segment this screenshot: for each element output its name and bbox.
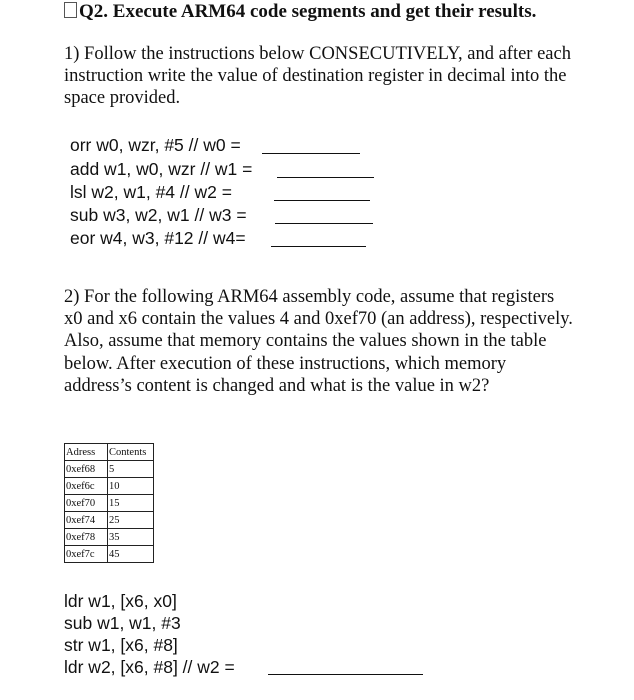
table-header: Contents (108, 444, 154, 461)
answer-blank-w2-final[interactable] (268, 674, 423, 675)
contents-cell: 25 (108, 512, 154, 529)
address-cell: 0xef70 (65, 495, 108, 512)
table-row (65, 512, 154, 529)
answer-blank-w2[interactable] (274, 200, 370, 201)
table-row (65, 478, 154, 495)
code-line-add (70, 157, 252, 181)
table-header: Adress (65, 444, 108, 461)
contents-cell: 45 (108, 546, 154, 563)
asm-line-ldr-w2 (64, 656, 235, 678)
answer-blank-w4[interactable] (271, 246, 366, 247)
contents-cell: 35 (108, 529, 154, 546)
code-text: str w1, [x6, #8] (64, 635, 178, 655)
question-title-text: Q2. Execute ARM64 code segments and get their results. (79, 1, 537, 22)
asm-line-sub (64, 612, 181, 634)
asm-line-str (64, 634, 178, 656)
address-cell: 0xef68 (65, 461, 108, 478)
code-text: sub w3, w2, w1 // w3 = (70, 205, 247, 225)
address-cell: 0xef6c (65, 478, 108, 495)
code-text: sub w1, w1, #3 (64, 613, 181, 633)
contents-cell: 15 (108, 495, 154, 512)
answer-blank-w1[interactable] (277, 177, 374, 178)
code-text: ldr w2, [x6, #8] // w2 = (64, 657, 235, 677)
answer-blank-w3[interactable] (275, 223, 373, 224)
memory-table (64, 443, 154, 563)
code-line-lsl (70, 180, 232, 204)
question-title (64, 1, 536, 23)
checkbox-glyph-icon (64, 2, 77, 18)
contents-cell: 5 (108, 461, 154, 478)
table-row (65, 546, 154, 563)
table-row (65, 529, 154, 546)
code-text: orr w0, wzr, #5 // w0 = (70, 135, 241, 155)
table-row (65, 495, 154, 512)
address-cell: 0xef7c (65, 546, 108, 563)
table-row (65, 461, 154, 478)
code-text: lsl w2, w1, #4 // w2 = (70, 182, 232, 202)
table-header-row (65, 444, 154, 461)
code-text: add w1, w0, wzr // w1 = (70, 159, 253, 179)
part1-instructions: 1) Follow the instructions below CONSECUTIVELY, and after each instruction write the value of destination register in decimal into the space provided. (64, 44, 571, 108)
code-line-sub (70, 203, 247, 227)
part2-instructions: 2) For the following ARM64 assembly code, assume that registers x0 and x6 contain the values 4 and 0xef70 (an address), respectively. Also, assume that memory contains the values shown in the table below. After execution of these instructions, which memory address’s content is changed and what is the value in w2? (64, 287, 573, 396)
contents-cell: 10 (108, 478, 154, 495)
code-text: ldr w1, [x6, x0] (64, 591, 177, 611)
code-text: eor w4, w3, #12 // w4= (70, 228, 246, 248)
address-cell: 0xef78 (65, 529, 108, 546)
address-cell: 0xef74 (65, 512, 108, 529)
code-line-orr (70, 133, 241, 157)
asm-line-ldr-w1 (64, 590, 177, 612)
answer-blank-w0[interactable] (262, 153, 360, 154)
code-line-eor (70, 226, 246, 250)
